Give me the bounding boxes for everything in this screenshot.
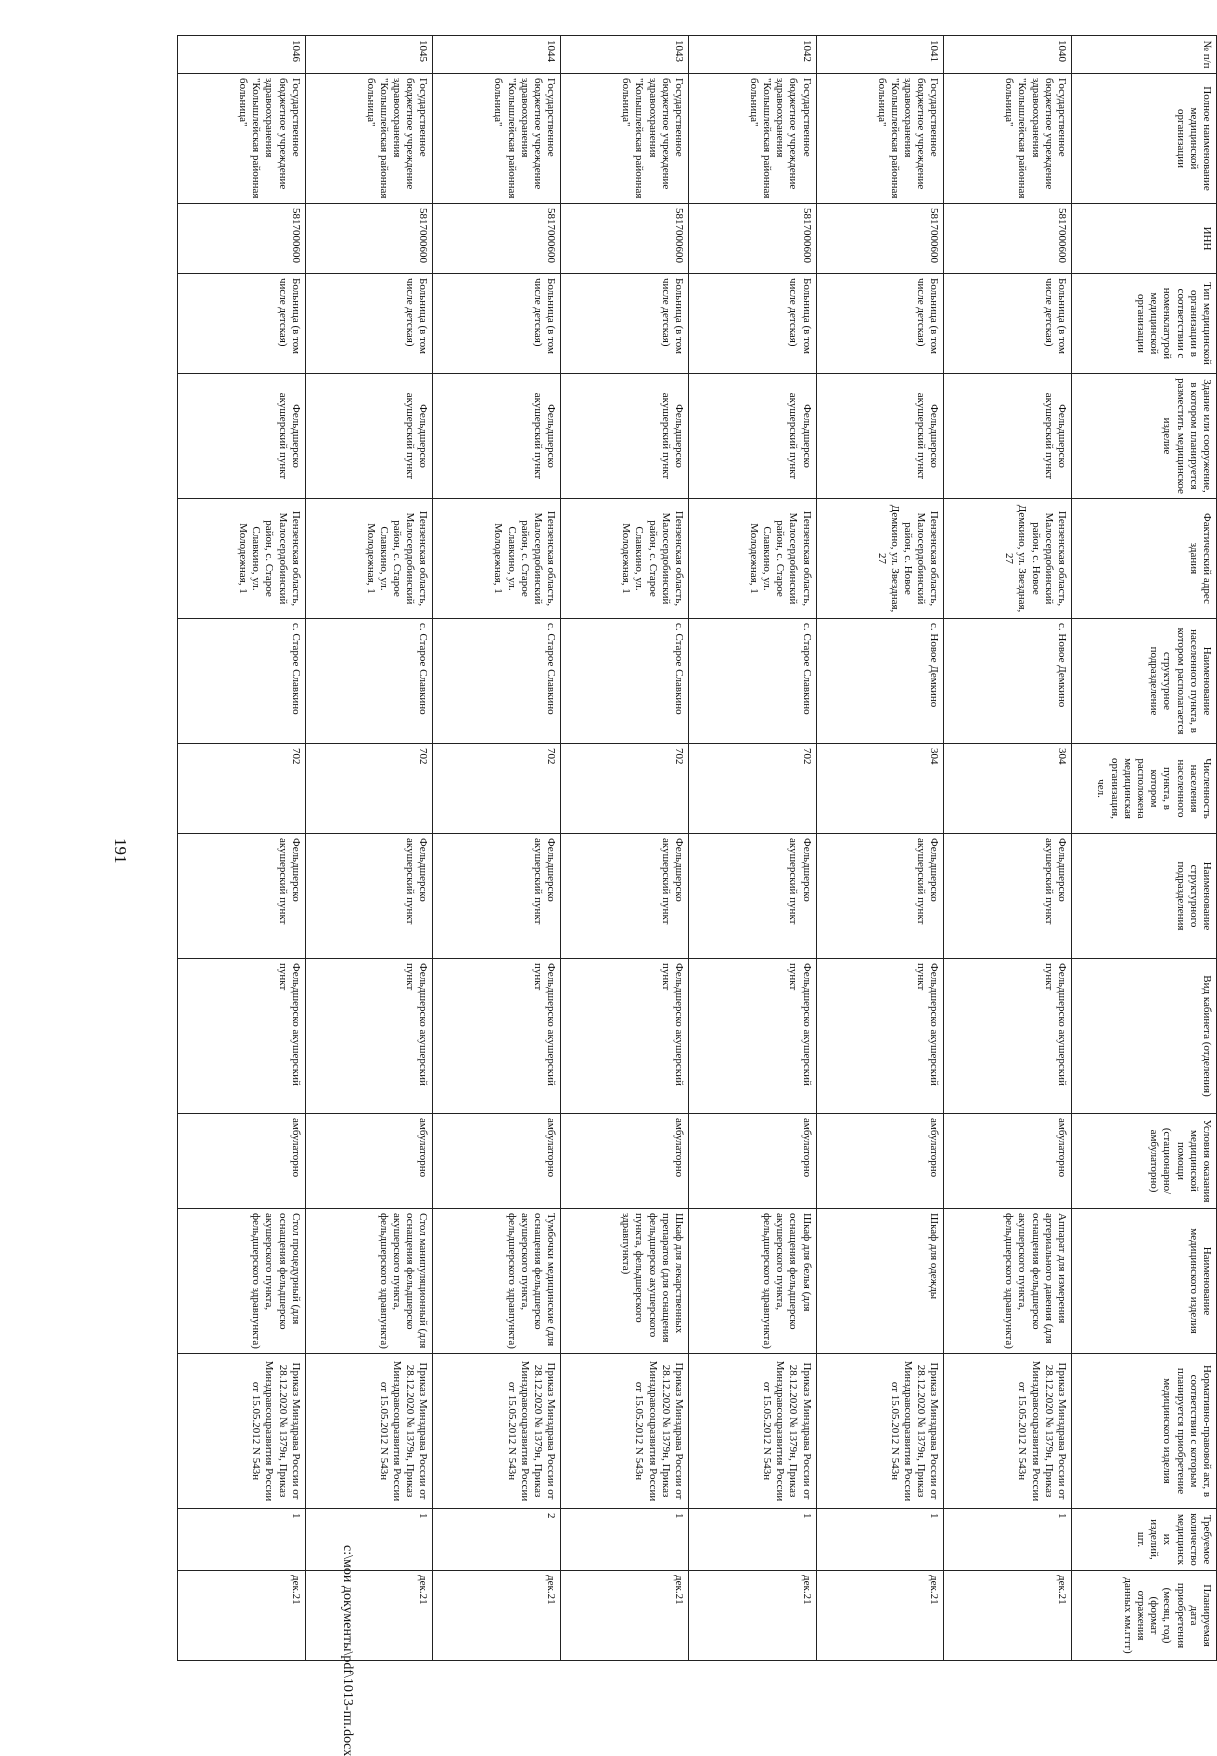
table-row	[688, 36, 816, 1661]
cell-conditions: амбулаторно	[561, 1114, 689, 1209]
header-cell: Здание или сооружение, в котором планируется разместить медицинское изделие	[1072, 374, 1217, 499]
cell-inn: 5817000600	[688, 204, 816, 274]
cell-population: 702	[688, 744, 816, 834]
header-cell: Фактический адрес здания	[1072, 499, 1217, 619]
cell-device: Шкаф для одежды	[816, 1209, 944, 1354]
cell-device: Тумбочки медицинские (для оснащения фельдшерско акушерского пункта, фельдшерского здравпункта)	[433, 1209, 561, 1354]
cell-conditions: амбулаторно	[816, 1114, 944, 1209]
header-cell: ИНН	[1072, 204, 1217, 274]
cell-org: Государственное бюджетное учреждение здравоохранения "Колышлейская районная больница"	[944, 74, 1072, 204]
cell-qty: 1	[561, 1509, 689, 1571]
cell-act: Приказ Минздрава России от 28.12.2020 № 1379н, Приказ Минздравсоцразвития России от 15.05.2012 N 543н	[305, 1354, 433, 1509]
header-cell: Тип медицинской организации в соответствии с номенклатурой медицинской организации	[1072, 274, 1217, 374]
header-cell: Наименование структурного подразделения	[1072, 834, 1217, 959]
cell-device: Стол процедурный (для оснащения фельдшерско акушерского пункта, фельдшерского здравпункта)	[178, 1209, 306, 1354]
header-cell: Численность населения населенного пункта, в котором расположена медицинская организация, чел.	[1072, 744, 1217, 834]
cell-device: Шкаф для лекарственных препаратов (для оснащения фельдшерско акушерского пункта, фельдшерского здравпункта)	[561, 1209, 689, 1354]
header-cell: Полное наименование медицинской организации	[1072, 74, 1217, 204]
cell-address: Пензенская область, Малосердобинский район, с. Новое Демкино, ул. Звездная, 27	[816, 499, 944, 619]
cell-address: Пензенская область, Малосердобинский район, с. Новое Демкино, ул. Звездная, 27	[944, 499, 1072, 619]
header-cell: Наименование населенного пункта, в котором располагается структурное подразделение	[1072, 619, 1217, 744]
cell-building: Фельдшерско акушерский пункт	[178, 374, 306, 499]
cell-unit: Фельдшерско акушерский пункт	[433, 834, 561, 959]
cell-inn: 5817000600	[816, 204, 944, 274]
cell-unit: Фельдшерско акушерский пункт	[178, 834, 306, 959]
cell-date: дек.21	[305, 1571, 433, 1661]
cell-num: 1040	[944, 36, 1072, 74]
table-header-row	[1072, 36, 1217, 1661]
cell-org: Государственное бюджетное учреждение здравоохранения "Колышлейская районная больница"	[433, 74, 561, 204]
cell-inn: 5817000600	[944, 204, 1072, 274]
cell-date: дек.21	[561, 1571, 689, 1661]
cell-cabinet: Фельдшерско акушерский пункт	[816, 959, 944, 1114]
cell-cabinet: Фельдшерско акушерский пункт	[688, 959, 816, 1114]
cell-inn: 5817000600	[433, 204, 561, 274]
page-number: 191	[111, 838, 130, 864]
cell-num: 1044	[433, 36, 561, 74]
table-row	[816, 36, 944, 1661]
cell-unit: Фельдшерско акушерский пункт	[944, 834, 1072, 959]
cell-qty: 2	[433, 1509, 561, 1571]
cell-population: 702	[433, 744, 561, 834]
cell-qty: 1	[816, 1509, 944, 1571]
cell-qty: 1	[178, 1509, 306, 1571]
table-row	[433, 36, 561, 1661]
cell-building: Фельдшерско акушерский пункт	[433, 374, 561, 499]
cell-address: Пензенская область, Малосердобинский район, с. Старое Славкино, ул. Молодежная, 1	[688, 499, 816, 619]
cell-population: 702	[561, 744, 689, 834]
header-cell: Вид кабинета (отделения)	[1072, 959, 1217, 1114]
cell-date: дек.21	[688, 1571, 816, 1661]
cell-conditions: амбулаторно	[305, 1114, 433, 1209]
cell-num: 1041	[816, 36, 944, 74]
cell-org: Государственное бюджетное учреждение здравоохранения "Колышлейская районная больница"	[688, 74, 816, 204]
cell-address: Пензенская область, Малосердобинский район, с. Старое Славкино, ул. Молодежная, 1	[433, 499, 561, 619]
cell-conditions: амбулаторно	[433, 1114, 561, 1209]
cell-type: Больница (в том числе детская)	[944, 274, 1072, 374]
cell-conditions: амбулаторно	[688, 1114, 816, 1209]
cell-conditions: амбулаторно	[944, 1114, 1072, 1209]
header-cell: Требуемое количество медицинских изделий, шт.	[1072, 1509, 1217, 1571]
cell-building: Фельдшерско акушерский пункт	[688, 374, 816, 499]
cell-population: 304	[816, 744, 944, 834]
cell-type: Больница (в том числе детская)	[305, 274, 433, 374]
cell-org: Государственное бюджетное учреждение здравоохранения "Колышлейская районная больница"	[816, 74, 944, 204]
cell-act: Приказ Минздрава России от 28.12.2020 № 1379н, Приказ Минздравсоцразвития России от 15.05.2012 N 543н	[688, 1354, 816, 1509]
cell-device: Аппарат для измерения артериального давения (для оснащения фельдшерско акушерского пункта, фельдшерского здравпункта)	[944, 1209, 1072, 1354]
cell-population: 702	[305, 744, 433, 834]
cell-act: Приказ Минздрава России от 28.12.2020 № 1379н, Приказ Минздравсоцразвития России от 15.05.2012 N 543н	[561, 1354, 689, 1509]
header-cell: Нормативно-правовой акт, в соответствии с которым планируется приобретение медицинского изделия	[1072, 1354, 1217, 1509]
cell-cabinet: Фельдшерско акушерский пункт	[561, 959, 689, 1114]
table-row	[944, 36, 1072, 1661]
equipment-table	[177, 35, 1217, 1661]
cell-org: Государственное бюджетное учреждение здравоохранения "Колышлейская районная больница"	[305, 74, 433, 204]
cell-device: Шкаф для белья (для оснащения фельдшерско акушерского пункта, фельдшерского здравпункта)	[688, 1209, 816, 1354]
cell-date: дек.21	[944, 1571, 1072, 1661]
cell-act: Приказ Минздрава России от 28.12.2020 № 1379н, Приказ Минздравсоцразвития России от 15.05.2012 N 543н	[178, 1354, 306, 1509]
cell-type: Больница (в том числе детская)	[178, 274, 306, 374]
cell-unit: Фельдшерско акушерский пункт	[561, 834, 689, 959]
cell-building: Фельдшерско акушерский пункт	[944, 374, 1072, 499]
cell-org: Государственное бюджетное учреждение здравоохранения "Колышлейская районная больница"	[561, 74, 689, 204]
cell-unit: Фельдшерско акушерский пункт	[305, 834, 433, 959]
cell-building: Фельдшерско акушерский пункт	[305, 374, 433, 499]
cell-type: Больница (в том числе детская)	[816, 274, 944, 374]
cell-date: дек.21	[816, 1571, 944, 1661]
header-cell: Планируемая дата приобретения (месяц, год) (формат отражения данных мм.гггг)	[1072, 1571, 1217, 1661]
cell-num: 1043	[561, 36, 689, 74]
cell-settlement: с. Старое Славкино	[433, 619, 561, 744]
cell-settlement: с. Старое Славкино	[688, 619, 816, 744]
cell-settlement: с. Новое Демкино	[944, 619, 1072, 744]
table-container	[177, 35, 1217, 1660]
cell-type: Больница (в том числе детская)	[561, 274, 689, 374]
cell-settlement: с. Старое Славкино	[178, 619, 306, 744]
cell-settlement: с. Старое Славкино	[305, 619, 433, 744]
cell-act: Приказ Минздрава России от 28.12.2020 № 1379н, Приказ Минздравсоцразвития России от 15.05.2012 N 543н	[433, 1354, 561, 1509]
cell-inn: 5817000600	[178, 204, 306, 274]
cell-population: 304	[944, 744, 1072, 834]
cell-act: Приказ Минздрава России от 28.12.2020 № 1379н, Приказ Минздравсоцразвития России от 15.05.2012 N 543н	[816, 1354, 944, 1509]
cell-inn: 5817000600	[561, 204, 689, 274]
cell-num: 1045	[305, 36, 433, 74]
header-cell: № п/п	[1072, 36, 1217, 74]
cell-date: дек.21	[433, 1571, 561, 1661]
cell-num: 1046	[178, 36, 306, 74]
cell-qty: 1	[688, 1509, 816, 1571]
cell-unit: Фельдшерско акушерский пункт	[816, 834, 944, 959]
cell-type: Больница (в том числе детская)	[433, 274, 561, 374]
cell-address: Пензенская область, Малосердобинский район, с. Старое Славкино, ул. Молодежная, 1	[561, 499, 689, 619]
cell-population: 702	[178, 744, 306, 834]
cell-qty: 1	[944, 1509, 1072, 1571]
cell-act: Приказ Минздрава России от 28.12.2020 № 1379н, Приказ Минздравсоцразвития России от 15.05.2012 N 543н	[944, 1354, 1072, 1509]
cell-address: Пензенская область, Малосердобинский район, с. Старое Славкино, ул. Молодежная, 1	[178, 499, 306, 619]
table-row	[178, 36, 306, 1661]
cell-qty: 1	[305, 1509, 433, 1571]
table-row	[561, 36, 689, 1661]
cell-cabinet: Фельдшерско акушерский пункт	[305, 959, 433, 1114]
cell-settlement: с. Новое Демкино	[816, 619, 944, 744]
cell-unit: Фельдшерско акушерский пункт	[688, 834, 816, 959]
cell-cabinet: Фельдшерско акушерский пункт	[178, 959, 306, 1114]
table-row	[305, 36, 433, 1661]
cell-address: Пензенская область, Малосердобинский район, с. Старое Славкино, ул. Молодежная, 1	[305, 499, 433, 619]
cell-device: Стол манипуляционный (для оснащения фельдшерско акушерского пункта, фельдшерского здравпункта)	[305, 1209, 433, 1354]
cell-type: Больница (в том числе детская)	[688, 274, 816, 374]
document-path: c:\мои документы\pdf\1013-пп.docx	[340, 1545, 355, 1756]
cell-building: Фельдшерско акушерский пункт	[561, 374, 689, 499]
cell-conditions: амбулаторно	[178, 1114, 306, 1209]
cell-settlement: с. Старое Славкино	[561, 619, 689, 744]
header-cell: Условия оказания медицинской помощи (стационарно/амбулаторно)	[1072, 1114, 1217, 1209]
header-cell: Наименование медицинского изделия	[1072, 1209, 1217, 1354]
cell-inn: 5817000600	[305, 204, 433, 274]
cell-date: дек.21	[178, 1571, 306, 1661]
cell-num: 1042	[688, 36, 816, 74]
cell-org: Государственное бюджетное учреждение здравоохранения "Колышлейская районная больница"	[178, 74, 306, 204]
cell-cabinet: Фельдшерско акушерский пункт	[433, 959, 561, 1114]
cell-building: Фельдшерско акушерский пункт	[816, 374, 944, 499]
cell-cabinet: Фельдшерско акушерский пункт	[944, 959, 1072, 1114]
